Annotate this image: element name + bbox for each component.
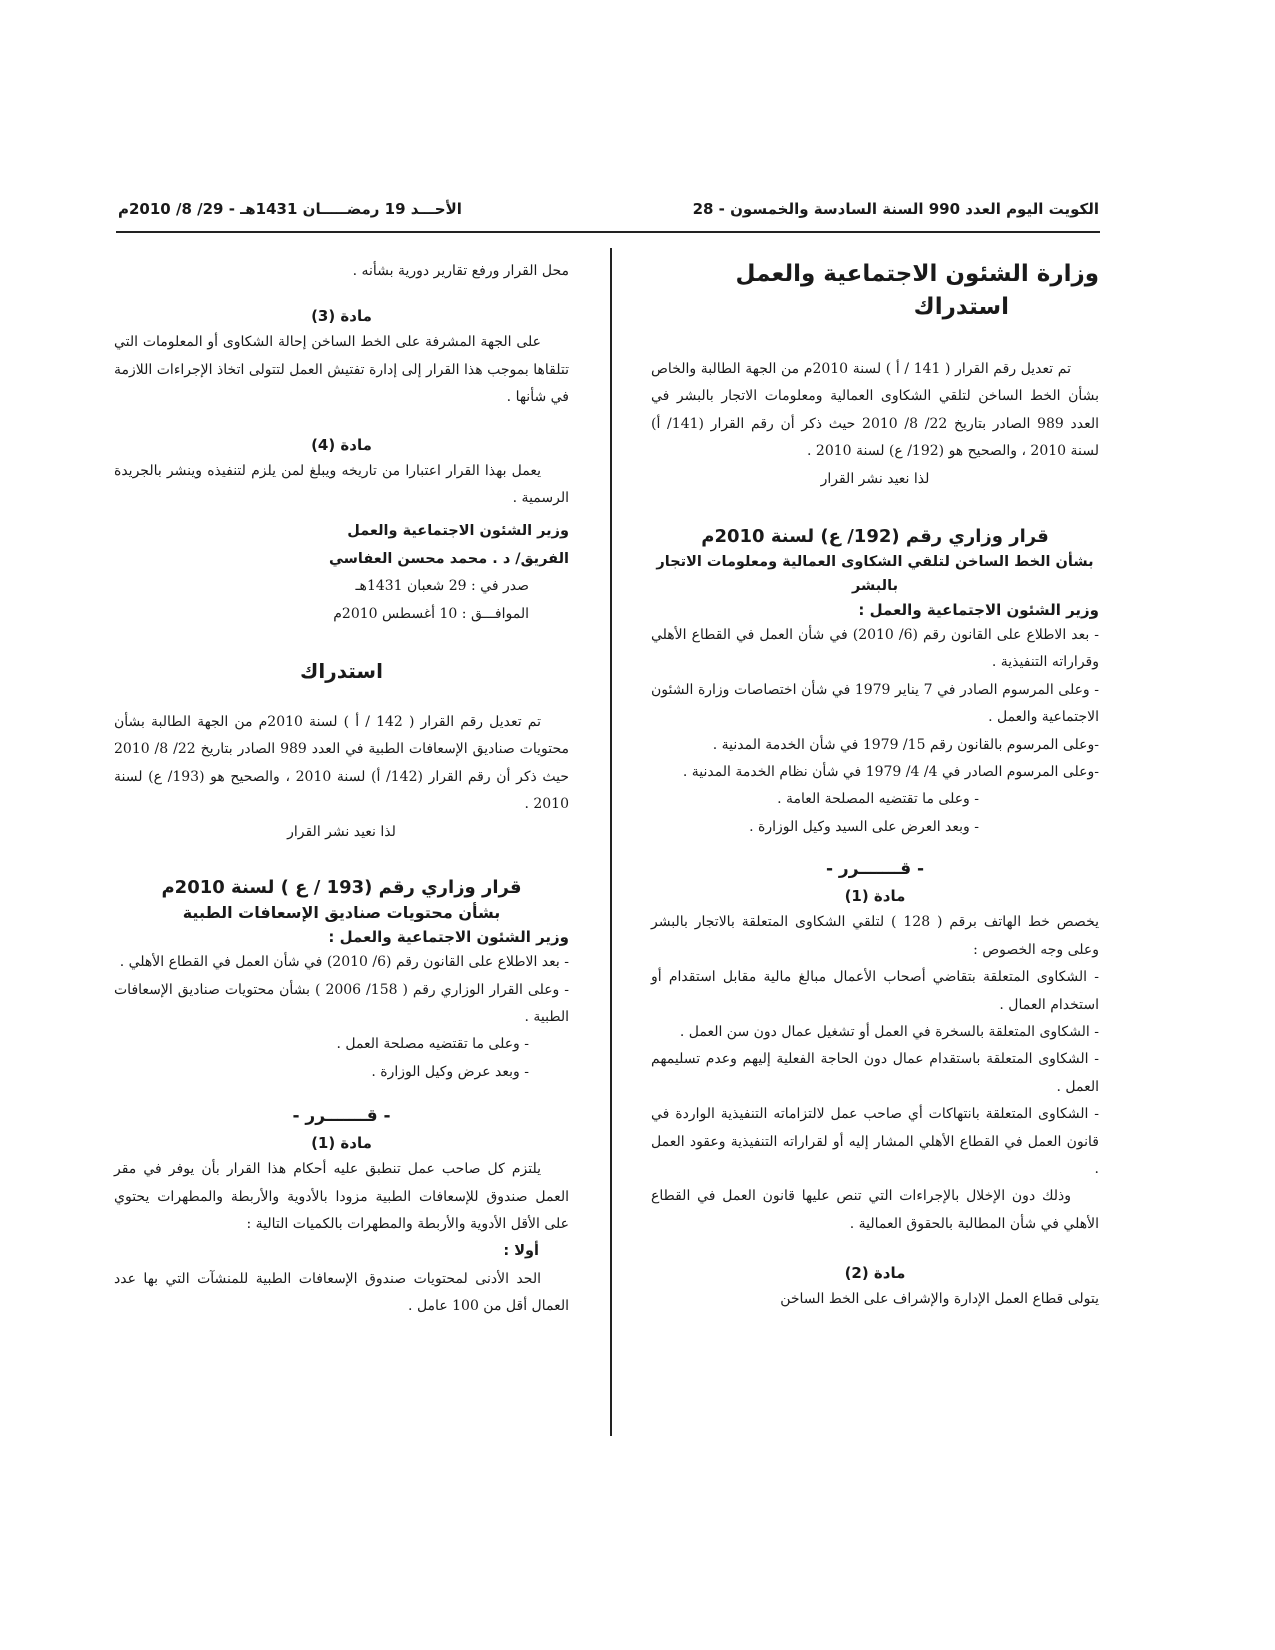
decision-title-2: قرار وزاري رقم (193 / ع ) لسنة 2010م: [161, 877, 522, 899]
right-column: [651, 258, 1099, 1314]
preamble-end-item: - وبعد العرض على السيد وكيل الوزارة .: [749, 818, 979, 835]
article-1-item: - الشكاوى المتعلقة بانتهاكات أي صاحب عمل لالتزاماته التنفيذية الواردة في قانون العمل في القطاع الأهلي المشار إليه أو لقراراته التنفيذية وعقود العمل .: [651, 1106, 1099, 1177]
header-rule: [116, 231, 1100, 233]
preamble-item: - وعلى القرار الوزاري رقم ( 158/ 2006 ) بشأن محتويات صناديق الإسعافات الطبية .: [114, 981, 569, 1025]
column-divider: [610, 248, 612, 1436]
correction-text: تم تعديل رقم القرار ( 141 / أ ) لسنة 2010م من الجهة الطالبة والخاص بشأن الخط الساخن لتلقي الشكاوى العمالية ومعلومات الاتجار بالبشر في العدد 989 الصادر بتاريخ 22/ 8/ 2010 حيث ذكر أن رقم القرار (141/ أ) لسنة 2010 ، والصحيح هو (192/ ع) لسنة 2010 .: [651, 361, 1099, 460]
article-3-title: مادة (3): [311, 307, 372, 326]
article-1-end: وذلك دون الإخلال بالإجراءات التي تنص عليها قانون العمل في القطاع الأهلي في شأن المطالبة بالحقوق العمالية .: [651, 1188, 1099, 1232]
decision-subject-2: بشأن محتويات صناديق الإسعافات الطبية: [182, 903, 501, 923]
article-1-item: - الشكاوى المتعلقة باستقدام عمال دون الحاجة الفعلية إليهم وعدم تسليمهم العمل .: [651, 1051, 1099, 1095]
decree-heading-2: - قـــــــرر -: [292, 1106, 391, 1127]
article-3-text: على الجهة المشرفة على الخط الساخن إحالة الشكاوى أو المعلومات التي تتلقاها بموجب هذا القرار إلى إدارة تفتيش العمل لتتولى اتخاذ الإجراءات اللازمة في شأنها .: [114, 334, 569, 406]
correction-end: لذا نعيد نشر القرار: [820, 470, 930, 487]
article-1-title: مادة (1): [844, 887, 906, 906]
minister-line: وزير الشئون الاجتماعية والعمل :: [858, 601, 1099, 620]
article-4-text: يعمل بهذا القرار اعتبارا من تاريخه ويبلغ لمن يلزم لتنفيذه وينشر بالجريدة الرسمية .: [114, 462, 569, 507]
correction-end-2: لذا نعيد نشر القرار: [287, 823, 396, 840]
ministry-title: وزارة الشئون الاجتماعية والعمل: [735, 261, 1099, 287]
article-2-text: يتولى قطاع العمل الإدارة والإشراف على الخط الساخن: [780, 1291, 1099, 1308]
article-2-title: مادة (2): [844, 1264, 906, 1283]
preamble-item: - وعلى المرسوم الصادر في 7 يناير 1979 في شأن اختصاصات وزارة الشئون الاجتماعية والعمل .: [651, 681, 1099, 726]
issued-hijri: صدر في : 29 شعبان 1431هـ: [355, 578, 529, 595]
correction-title-2: استدراك: [300, 659, 383, 684]
preamble-item: -وعلى المرسوم بالقانون رقم 15/ 1979 في شأن الخدمة المدنية .: [712, 736, 1099, 753]
page-header-issue: الكويت اليوم العدد 990 السنة السادسة والخمسون - 28: [692, 200, 1099, 218]
article-1-item: - الشكاوى المتعلقة بتقاضي أصحاب الأعمال مبالغ مالية مقابل استقدام أو استخدام العمال .: [651, 969, 1099, 1013]
preamble-end-item: - وعلى ما تقتضيه المصلحة العامة .: [777, 791, 979, 808]
page-header-date: الأحـــد 19 رمضـــــان 1431هـ - 29/ 8/ 2010م: [118, 200, 462, 218]
article-1-item: - الشكاوى المتعلقة بالسخرة في العمل أو تشغيل عمال دون سن العمل .: [679, 1023, 1099, 1040]
left-column: [114, 258, 569, 1321]
decision-subject: بشأن الخط الساخن لتلقي الشكاوى العمالية ومعلومات الاتجار بالبشر: [656, 554, 1094, 595]
article-4-title: مادة (4): [311, 435, 372, 454]
preamble-end-item: - وعلى ما تقتضيه مصلحة العمل .: [336, 1036, 529, 1053]
article-1-title-2: مادة (1): [311, 1134, 372, 1153]
correction-title: استدراك: [913, 294, 1009, 320]
minister-line-2: وزير الشئون الاجتماعية والعمل :: [328, 928, 569, 947]
preamble-item: - بعد الاطلاع على القانون رقم (6/ 2010) في شأن العمل في القطاع الأهلي وقراراته التنفيذية .: [651, 627, 1100, 671]
continuation-text: محل القرار ورفع تقارير دورية بشأنه .: [352, 263, 569, 279]
first-label: أولا :: [503, 1243, 539, 1260]
article-1-text: يخصص خط الهاتف برقم ( 128 ) لتلقي الشكاوى المتعلقة بالاتجار بالبشر وعلى وجه الخصوص :: [651, 914, 1100, 958]
issued-gregorian: الموافـــق : 10 أغسطس 2010م: [333, 605, 529, 622]
signature-title: وزير الشئون الاجتماعية والعمل: [347, 523, 569, 540]
decree-heading: - قـــــــرر -: [825, 859, 925, 880]
preamble-item: -وعلى المرسوم الصادر في 4/ 4/ 1979 في شأن نظام الخدمة المدنية .: [682, 764, 1099, 781]
preamble-item: - بعد الاطلاع على القانون رقم (6/ 2010) في شأن العمل في القطاع الأهلي .: [119, 954, 569, 971]
first-text: الحد الأدنى لمحتويات صندوق الإسعافات الطبية للمنشآت التي بها عدد العمال أقل من 100 عامل .: [114, 1270, 569, 1315]
correction-text-2: تم تعديل رقم القرار ( 142 / أ ) لسنة 2010م من الجهة الطالبة بشأن محتويات صناديق الإسعافات الطبية في العدد 989 الصادر بتاريخ 22/ 8/ 2010 حيث ذكر أن رقم القرار (142/ أ) لسنة 2010 ، والصحيح هو (193/ ع) لسنة 2010 .: [114, 714, 570, 813]
article-1-text-2: يلتزم كل صاحب عمل تنطبق عليه أحكام هذا القرار بأن يوفر في مقر العمل صندوق للإسعافات الطبية مزودا بالأدوية والأربطة والمطهرات يحتوي على الأقل الأدوية والأربطة والمطهرات بالكميات التالية :: [114, 1161, 569, 1232]
preamble-end-item: - وبعد عرض وكيل الوزارة .: [371, 1063, 529, 1080]
signature-name: الفريق/ د . محمد محسن العفاسي: [328, 550, 569, 567]
decision-title: قرار وزاري رقم (192/ ع) لسنة 2010م: [701, 526, 1049, 548]
